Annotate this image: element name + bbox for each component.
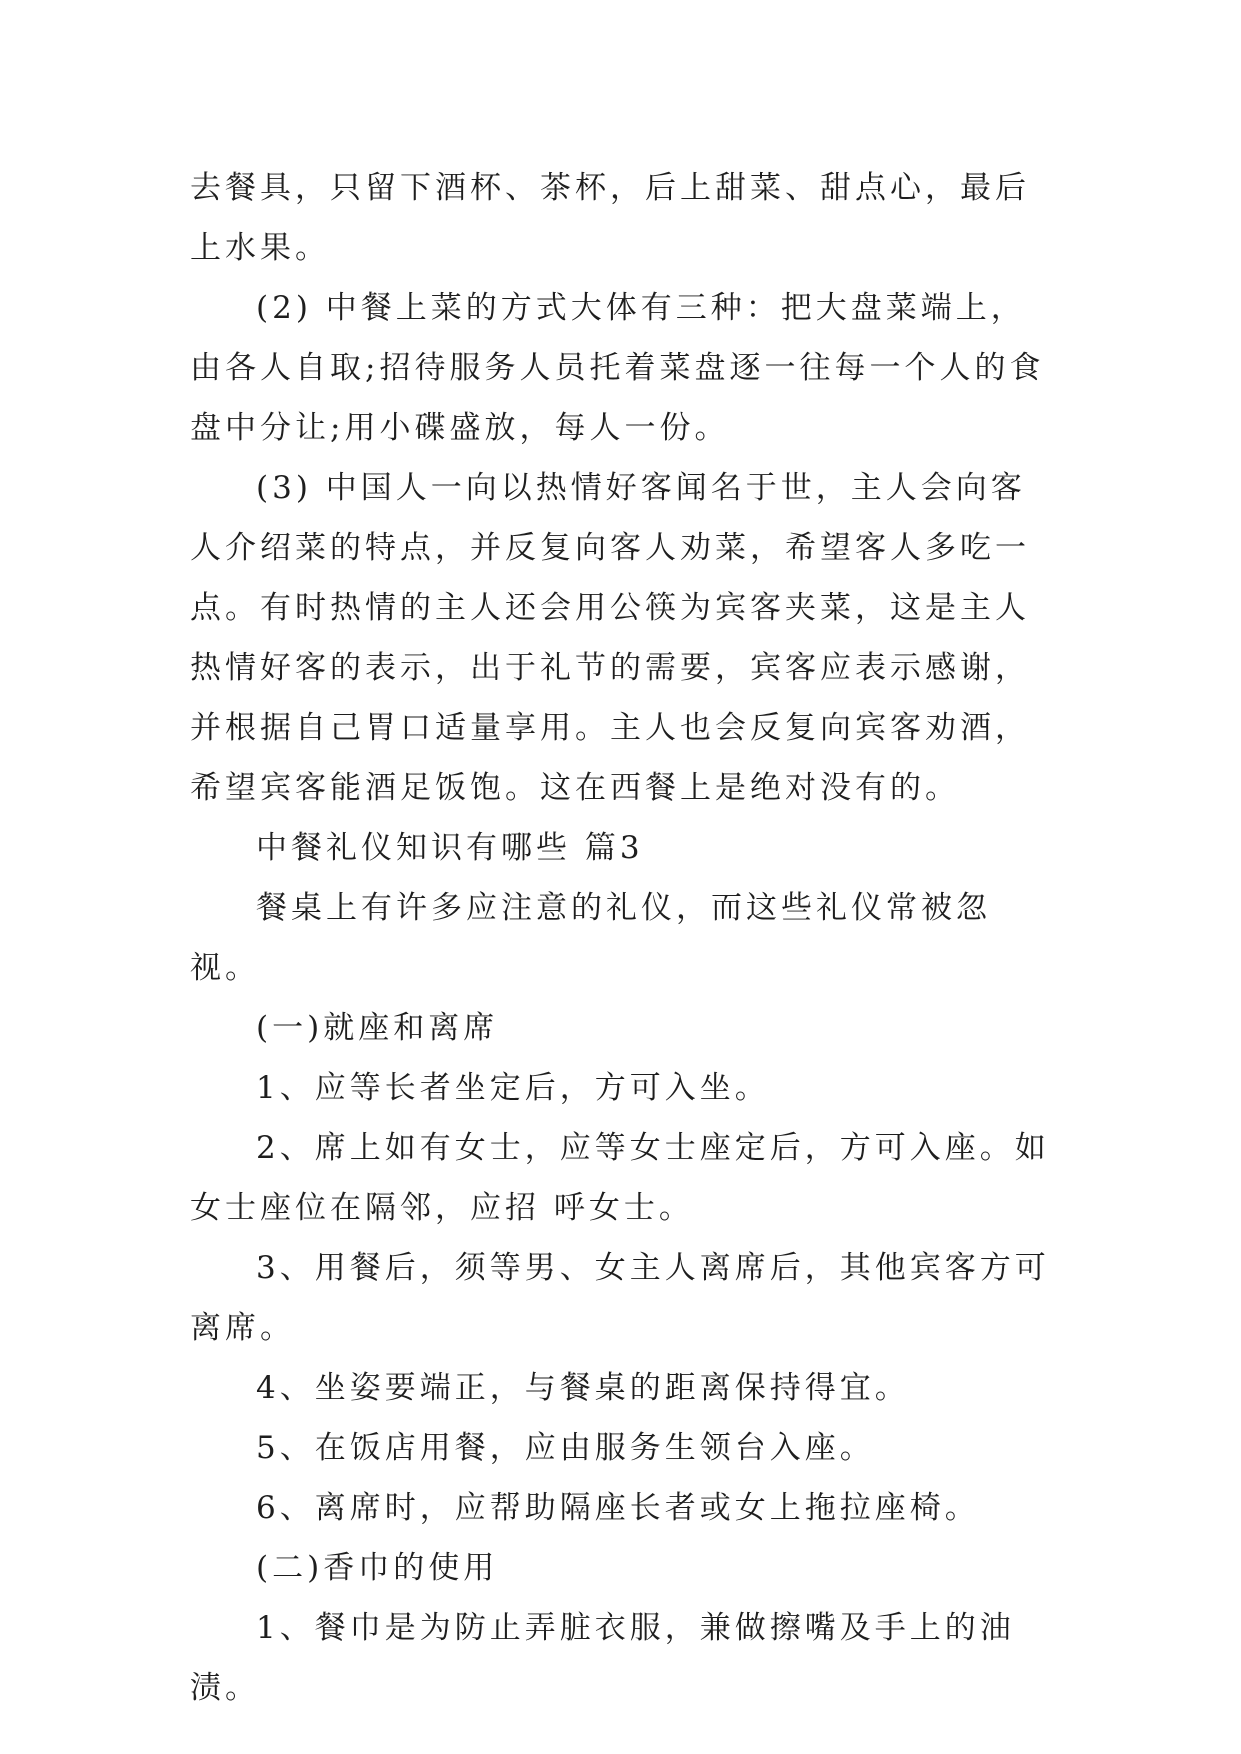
subheading-towel: (二)香巾的使用 — [256, 1550, 499, 1586]
list-item: 6、离席时，应帮助隔座长者或女上拖拉座椅。 — [256, 1490, 980, 1526]
list-item: 1、餐巾是为防止弄脏衣服，兼做擦嘴及手上的油渍。 — [190, 1610, 1015, 1706]
list-item: 5、在饭店用餐，应由服务生领台入座。 — [256, 1430, 875, 1466]
section-heading: 中餐礼仪知识有哪些 篇3 — [256, 830, 644, 866]
paragraph-serving-methods: (2) 中餐上菜的方式大体有三种：把大盘菜端上，由各人自取;招待服务人员托着菜盘逐一往每一个人的食盘中分让;用小碟盛放，每人一份。 — [190, 290, 1045, 446]
list-item: 1、应等长者坐定后，方可入坐。 — [256, 1070, 770, 1106]
document-body — [190, 158, 1060, 1718]
paragraph-hospitality: (3) 中国人一向以热情好客闻名于世，主人会向客人介绍菜的特点，并反复向客人劝菜，希望客人多吃一点。有时热情的主人还会用公筷为宾客夹菜，这是主人热情好客的表示，出于礼节的需要，宾客应表示感谢，并根据自己胃口适量享用。主人也会反复向宾客劝酒，希望宾客能酒足饭饱。这在西餐上是绝对没有的。 — [190, 470, 1030, 806]
paragraph-intro: 餐桌上有许多应注意的礼仪，而这些礼仪常被忽视。 — [190, 890, 991, 986]
subheading-seating: (一)就座和离席 — [256, 1010, 499, 1046]
list-item: 3、用餐后，须等男、女主人离席后，其他宾客方可离席。 — [190, 1250, 1050, 1346]
list-item: 2、席上如有女士，应等女士座定后，方可入座。如女士座位在隔邻，应招 呼女士。 — [190, 1130, 1050, 1226]
paragraph-serving-order-end: 去餐具，只留下酒杯、茶杯，后上甜菜、甜点心，最后上水果。 — [190, 170, 1030, 266]
list-item: 4、坐姿要端正，与餐桌的距离保持得宜。 — [256, 1370, 910, 1406]
